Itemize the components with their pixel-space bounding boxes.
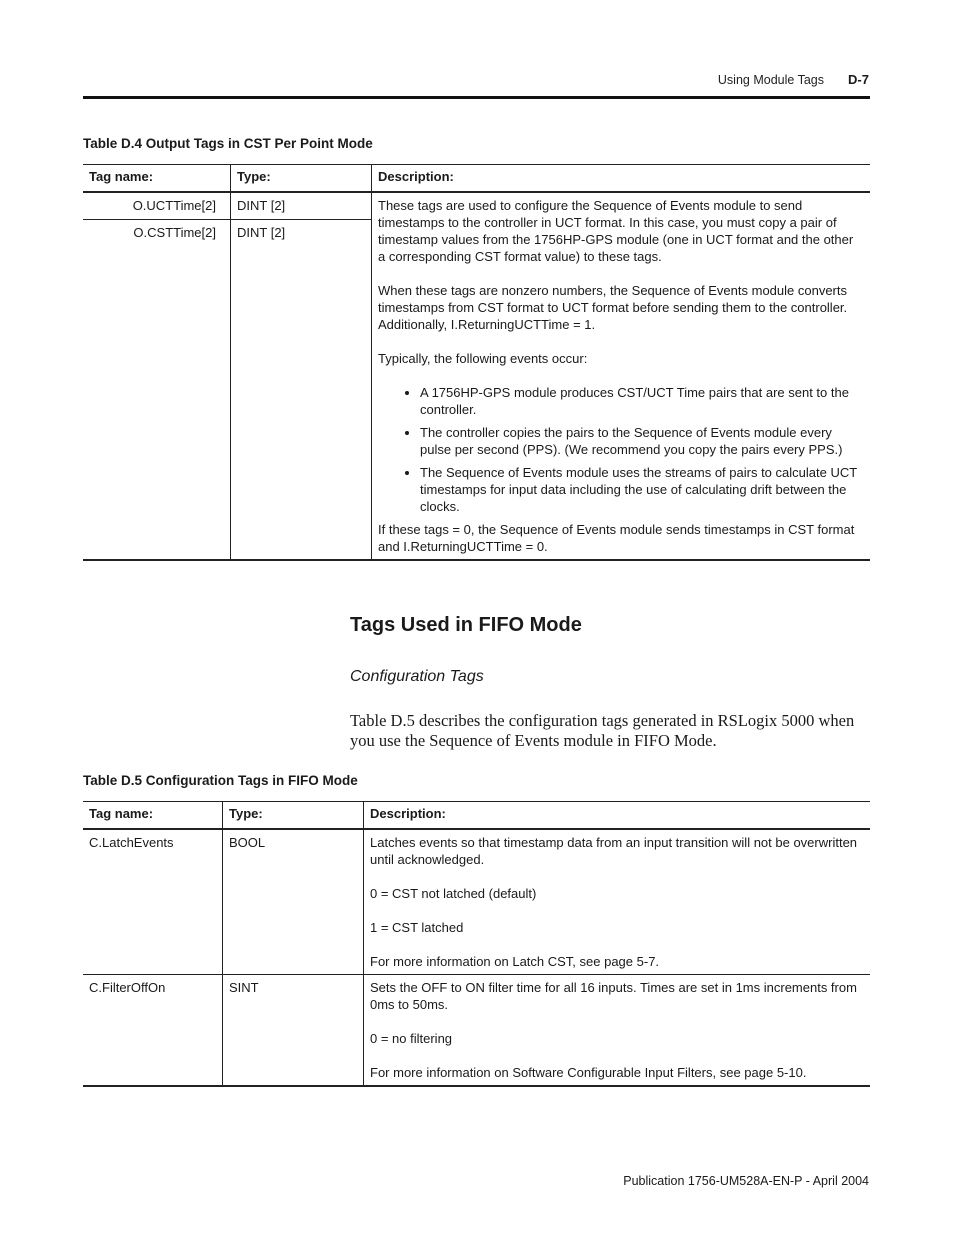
bullet-item: • A 1756HP-GPS module produces CST/UCT Time pairs that are sent to the controller.	[420, 384, 864, 418]
type-cell: BOOL	[223, 829, 364, 975]
tag-cell: O.CSTTime[2]	[83, 220, 231, 561]
type-cell: SINT	[223, 975, 364, 1087]
tag-cell: C.LatchEvents	[83, 829, 223, 975]
description-paragraph: If these tags = 0, the Sequence of Events module sends timestamps in CST format and I.ReturningUCTTime = 0.	[378, 522, 855, 554]
table-header-row	[83, 802, 870, 830]
column-header-tag: Tag name:	[83, 802, 223, 830]
tag-cell: C.FilterOffOn	[83, 975, 223, 1087]
table-row	[83, 829, 870, 975]
description-paragraph: For more information on Latch CST, see page 5-7.	[370, 954, 660, 969]
description-paragraph: Sets the OFF to ON filter time for all 16 inputs. Times are set in 1ms increments from 0ms to 50ms.	[370, 980, 857, 1012]
column-header-description: Description:	[372, 165, 871, 193]
table-d4-caption: Table D.4 Output Tags in CST Per Point Mode	[83, 136, 373, 151]
running-header-section: Using Module Tags	[717, 73, 824, 87]
column-header-type: Type:	[231, 165, 372, 193]
section-title: Tags Used in FIFO Mode	[350, 614, 582, 636]
description-paragraph: Typically, the following events occur:	[378, 351, 588, 366]
description-cell	[372, 192, 871, 560]
table-row	[83, 192, 870, 220]
description-paragraph: 0 = no filtering	[370, 1031, 453, 1046]
column-header-type: Type:	[223, 802, 364, 830]
description-cell	[364, 829, 871, 975]
description-paragraph: 1 = CST latched	[370, 920, 464, 935]
events-bullet-list	[378, 384, 864, 515]
body-paragraph: Table D.5 describes the configuration tags generated in RSLogix 5000 when you use the Sequence of Events module in FIFO Mode.	[350, 711, 855, 750]
bullet-item: • The Sequence of Events module uses the streams of pairs to calculate UCT timestamps for input data including the use of calculating drift between the clocks.	[420, 464, 864, 515]
description-paragraph: Latches events so that timestamp data from an input transition will not be overwritten until acknowledged.	[370, 835, 858, 867]
table-header-row	[83, 165, 870, 193]
header-rule	[83, 96, 870, 99]
type-cell: DINT [2]	[231, 192, 372, 220]
column-header-description: Description:	[364, 802, 871, 830]
table-d4	[83, 164, 870, 561]
description-paragraph: These tags are used to configure the Sequence of Events module to send timestamps to the controller in UCT format. In this case, you must copy a pair of timestamp values from the 1756HP-GPS module (one in UCT format and the other a corresponding CST format value) to these tags.	[378, 198, 854, 264]
subsection-title: Configuration Tags	[350, 668, 484, 685]
type-cell: DINT [2]	[231, 220, 372, 561]
tag-cell: O.UCTTime[2]	[83, 192, 231, 220]
table-row	[83, 975, 870, 1087]
column-header-tag: Tag name:	[83, 165, 231, 193]
bullet-item: • The controller copies the pairs to the Sequence of Events module every pulse per second (PPS). (We recommend you copy the pairs every PPS.)	[420, 424, 864, 458]
description-paragraph: 0 = CST not latched (default)	[370, 886, 537, 901]
description-paragraph: When these tags are nonzero numbers, the Sequence of Events module converts timestamps from CST format to UCT format before sending them to the controller. Additionally, I.ReturningUCTTime = 1.	[378, 283, 848, 332]
publication-footer: Publication 1756-UM528A-EN-P - April 2004	[623, 1174, 869, 1188]
description-cell	[364, 975, 871, 1087]
description-paragraph: For more information on Software Configurable Input Filters, see page 5-10.	[370, 1065, 807, 1080]
table-d5	[83, 801, 870, 1087]
table-d5-caption: Table D.5 Configuration Tags in FIFO Mode	[83, 773, 358, 788]
page-number: D-7	[848, 72, 869, 87]
